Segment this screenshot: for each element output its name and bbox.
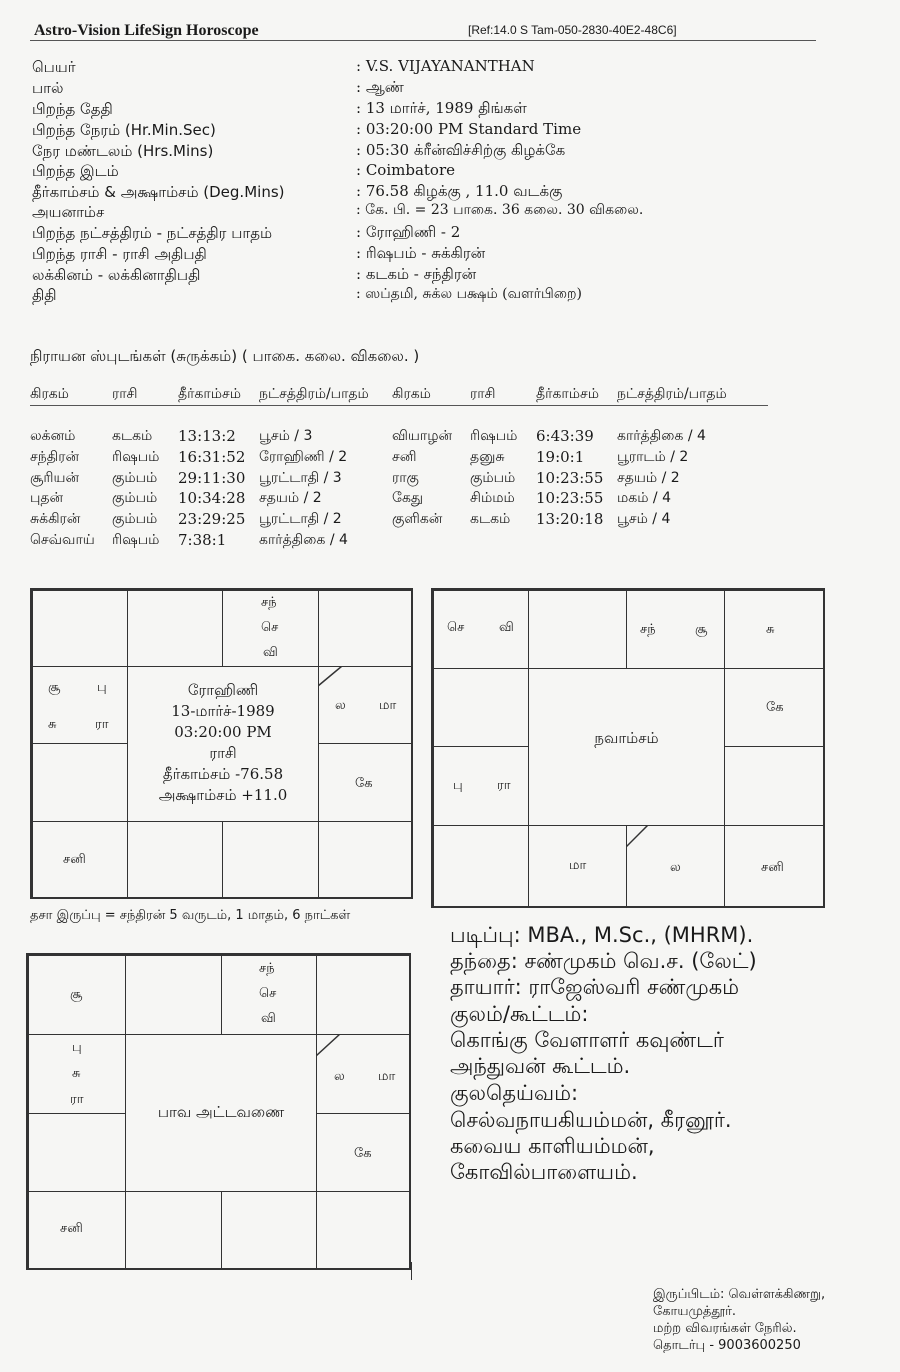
detail-value: : 76.58 கிழக்கு , 11.0 வடக்கு [356,182,563,200]
dasa-balance: தசா இருப்பு = சந்திரன் 5 வருடம், 1 மாதம், 6 நாட்கள் [30,908,351,923]
planet-glyph: பு [72,1040,82,1055]
navamsa-chart [431,588,825,908]
planet-glyph: சனி [63,852,86,867]
rasi-cell: கும்பம் [470,470,516,486]
education-line: படிப்பு: MBA., M.Sc., (MHRM). [450,923,754,947]
planet-cell: சனி [392,449,417,465]
deity-label: குலதெய்வம்: [450,1081,579,1105]
degree-cell: 7:38:1 [178,531,227,549]
nirayana-title: நிராயன ஸ்புடங்கள் (சுருக்கம்) ( பாகை. கலை. விகலை. ) [30,347,420,365]
planet-cell: சுக்கிரன் [30,511,81,527]
note-line: மற்ற விவரங்கள் நேரில். [653,1321,797,1336]
planet-glyph: மா [569,858,587,873]
lagna-marker [318,666,344,688]
chart-house [528,590,627,669]
planet-glyph: சு [48,717,57,732]
detail-label: பிறந்த ராசி - ராசி அதிபதி [32,245,207,263]
detail-value: : 13 மார்ச், 1989 திங்கள் [356,99,527,117]
degree-cell: 10:23:55 [536,489,604,507]
planet-glyph: ல [335,698,346,713]
clan-label: குலம்/கூட்டம்: [450,1002,589,1026]
star-cell: பூராடம் / 2 [617,449,689,465]
planet-glyph: மா [378,1069,396,1084]
detail-label: பிறந்த இடம் [32,162,119,180]
planet-glyph: சந் [640,622,656,637]
detail-value: : கடகம் - சந்திரன் [356,265,477,283]
col-header: கிரகம் [392,386,431,402]
reference-code: [Ref:14.0 S Tam-050-2830-40E2-48C6] [468,23,677,37]
degree-cell: 6:43:39 [536,427,594,445]
deity-line: கவைய காளியம்மன், [450,1134,655,1158]
degree-cell: 19:0:1 [536,448,585,466]
degree-cell: 16:31:52 [178,448,246,466]
planet-glyph: கே [354,1146,372,1161]
chart-house [125,955,222,1035]
table-divider [30,405,768,406]
detail-value: : ஸப்தமி, சுக்ல பக்ஷம் (வளர்பிறை) [356,286,582,302]
planet-cell: புதன் [30,490,64,506]
rasi-chart [30,588,413,899]
detail-label: தீர்காம்சம் & அக்ஷாம்சம் (Deg.Mins) [32,183,285,201]
chart-center-text [127,680,319,806]
chart-house [28,1113,126,1192]
planet-glyph: சூ [70,987,83,1002]
detail-value: : V.S. VIJAYANANTHAN [356,57,535,75]
star-cell: பூரட்டாதி / 2 [259,511,342,527]
star-cell: மகம் / 4 [617,490,672,506]
chart-house [127,590,223,667]
col-header: நட்சத்திரம்/பாதம் [617,386,727,402]
planet-glyph: சனி [761,860,784,875]
rasi-cell: கடகம் [470,511,511,527]
document-title: Astro-Vision LifeSign Horoscope [34,22,259,39]
planet-glyph: செ [259,986,277,1001]
planet-cell: கேது [392,490,424,506]
planet-cell: செவ்வாய் [30,532,95,548]
degree-cell: 10:23:55 [536,469,604,487]
planet-glyph: சூ [695,622,708,637]
center-line: தீர்காம்சம் -76.58 [162,765,284,783]
chart-house [316,1191,411,1270]
col-header: தீர்காம்சம் [178,386,241,402]
chart-house [433,746,529,826]
detail-value: : ரோஹிணி - 2 [356,223,461,241]
planet-glyph: செ [261,620,279,635]
col-header: தீர்காம்சம் [536,386,599,402]
planet-cell: குளிகன் [392,511,443,527]
center-line: அக்ஷாம்சம் +11.0 [158,786,288,804]
chart-house [318,821,413,899]
planet-cell: ராகு [392,470,419,486]
col-header: ராசி [112,386,138,402]
star-cell: கார்த்திகை / 4 [259,532,348,548]
planet-glyph: சந் [261,595,277,610]
detail-value: : ரிஷபம் - சுக்கிரன் [356,244,486,262]
planet-glyph: ல [334,1069,345,1084]
chart-house [32,666,128,744]
chart-house [221,1191,317,1270]
chart-center-text: பாவ அட்டவணை [157,1103,285,1121]
planet-glyph: கே [766,700,784,715]
degree-cell: 29:11:30 [178,469,246,487]
deity-line: செல்வநாயகியம்மன், கீரனூர். [450,1108,732,1132]
planet-glyph: கே [355,776,373,791]
planet-cell: சூரியன் [30,470,80,486]
planet-glyph: சூ [48,680,61,695]
chart-house [222,821,319,899]
lagna-marker [316,1034,342,1058]
chart-house [433,825,529,908]
detail-value: : கே. பி. = 23 பாகை. 36 கலை. 30 விகலை. [356,202,644,218]
col-header: நட்சத்திரம்/பாதம் [259,386,369,402]
planet-glyph: வி [263,645,278,660]
star-cell: கார்த்திகை / 4 [617,428,706,444]
detail-label: பிறந்த நட்சத்திரம் - நட்சத்திர பாதம் [32,224,273,242]
rasi-cell: கும்பம் [112,470,158,486]
planet-glyph: வி [499,620,514,635]
rasi-cell: கும்பம் [112,490,158,506]
planet-glyph: ரா [70,1092,84,1107]
detail-value: : ஆண் [356,78,404,96]
rasi-cell: தனுசு [470,449,505,465]
detail-label: லக்கினம் - லக்கினாதிபதி [32,266,201,284]
star-cell: சதயம் / 2 [259,490,322,506]
phone-line: தொடர்பு - 9003600250 [653,1338,801,1353]
planet-glyph: பு [453,778,463,793]
father-line: தந்தை: சண்முகம் வெ.ச. (லேட்) [450,949,757,973]
residence-line: இருப்பிடம்: வெள்ளக்கிணறு, [653,1287,826,1302]
planet-glyph: சு [72,1066,81,1081]
clan-line: அந்துவன் கூட்டம். [450,1054,631,1078]
chart-center-text: நவாம்சம் [594,729,659,747]
star-cell: பூசம் / 3 [259,428,313,444]
planet-glyph: மா [379,698,397,713]
detail-label: பால் [32,79,64,97]
star-cell: பூரட்டாதி / 3 [259,470,342,486]
planet-cell: லக்னம் [30,428,76,444]
detail-label: பிறந்த தேதி [32,100,113,118]
city-line: கோயமுத்தூர். [653,1304,737,1319]
header-divider [30,40,816,41]
planet-glyph: செ [447,620,465,635]
detail-label: பிறந்த நேரம் (Hr.Min.Sec) [32,121,216,139]
chart-house [316,955,411,1035]
star-cell: சதயம் / 2 [617,470,680,486]
center-line: ரோஹிணி [187,681,259,699]
chart-house [32,590,128,667]
detail-value: : 03:20:00 PM Standard Time [356,120,582,138]
planet-glyph: ரா [497,778,511,793]
bhava-chart [26,953,411,1270]
detail-label: அயனாம்ச [32,203,105,221]
col-header: கிரகம் [30,386,69,402]
planet-glyph: பு [97,680,107,695]
lagna-marker [626,825,650,849]
detail-label: நேர மண்டலம் (Hrs.Mins) [32,142,214,160]
degree-cell: 13:20:18 [536,510,604,528]
clan-line: கொங்கு வேளாளர் கவுண்டர் [450,1028,724,1052]
center-line: ராசி [209,744,237,762]
tick-mark [411,1262,412,1280]
planet-glyph: சனி [60,1221,83,1236]
star-cell: பூசம் / 4 [617,511,671,527]
center-line: 13-மார்ச்-1989 [171,702,275,720]
chart-house [127,821,223,899]
chart-house [433,668,529,747]
degree-cell: 23:29:25 [178,510,246,528]
planet-glyph: வி [261,1011,276,1026]
planet-cell: வியாழன் [392,428,453,444]
planet-cell: சந்திரன் [30,449,80,465]
planet-glyph: சந் [259,961,275,976]
chart-house [724,590,825,669]
deity-line: கோவில்பாளையம். [450,1160,638,1184]
center-line: 03:20:00 PM [174,723,272,741]
rasi-cell: கும்பம் [112,511,158,527]
star-cell: ரோஹிணி / 2 [259,449,348,465]
planet-glyph: ரா [95,717,109,732]
mother-line: தாயார்: ராஜேஸ்வரி சண்முகம் [450,975,740,999]
rasi-cell: ரிஷபம் [112,449,160,465]
planet-glyph: சு [766,622,775,637]
detail-value: : 05:30 க்ரீன்விச்சிற்கு கிழக்கே [356,141,566,159]
col-header: ராசி [470,386,496,402]
chart-house [125,1191,222,1270]
detail-label: பெயர் [32,58,76,76]
detail-value: : Coimbatore [356,161,456,179]
chart-house [32,743,128,822]
rasi-cell: சிம்மம் [470,490,515,506]
chart-house [724,746,825,826]
rasi-cell: ரிஷபம் [470,428,518,444]
chart-house [318,590,413,667]
degree-cell: 10:34:28 [178,489,246,507]
detail-label: திதி [32,286,57,304]
rasi-cell: கடகம் [112,428,153,444]
rasi-cell: ரிஷபம் [112,532,160,548]
degree-cell: 13:13:2 [178,427,236,445]
planet-glyph: ல [670,860,681,875]
